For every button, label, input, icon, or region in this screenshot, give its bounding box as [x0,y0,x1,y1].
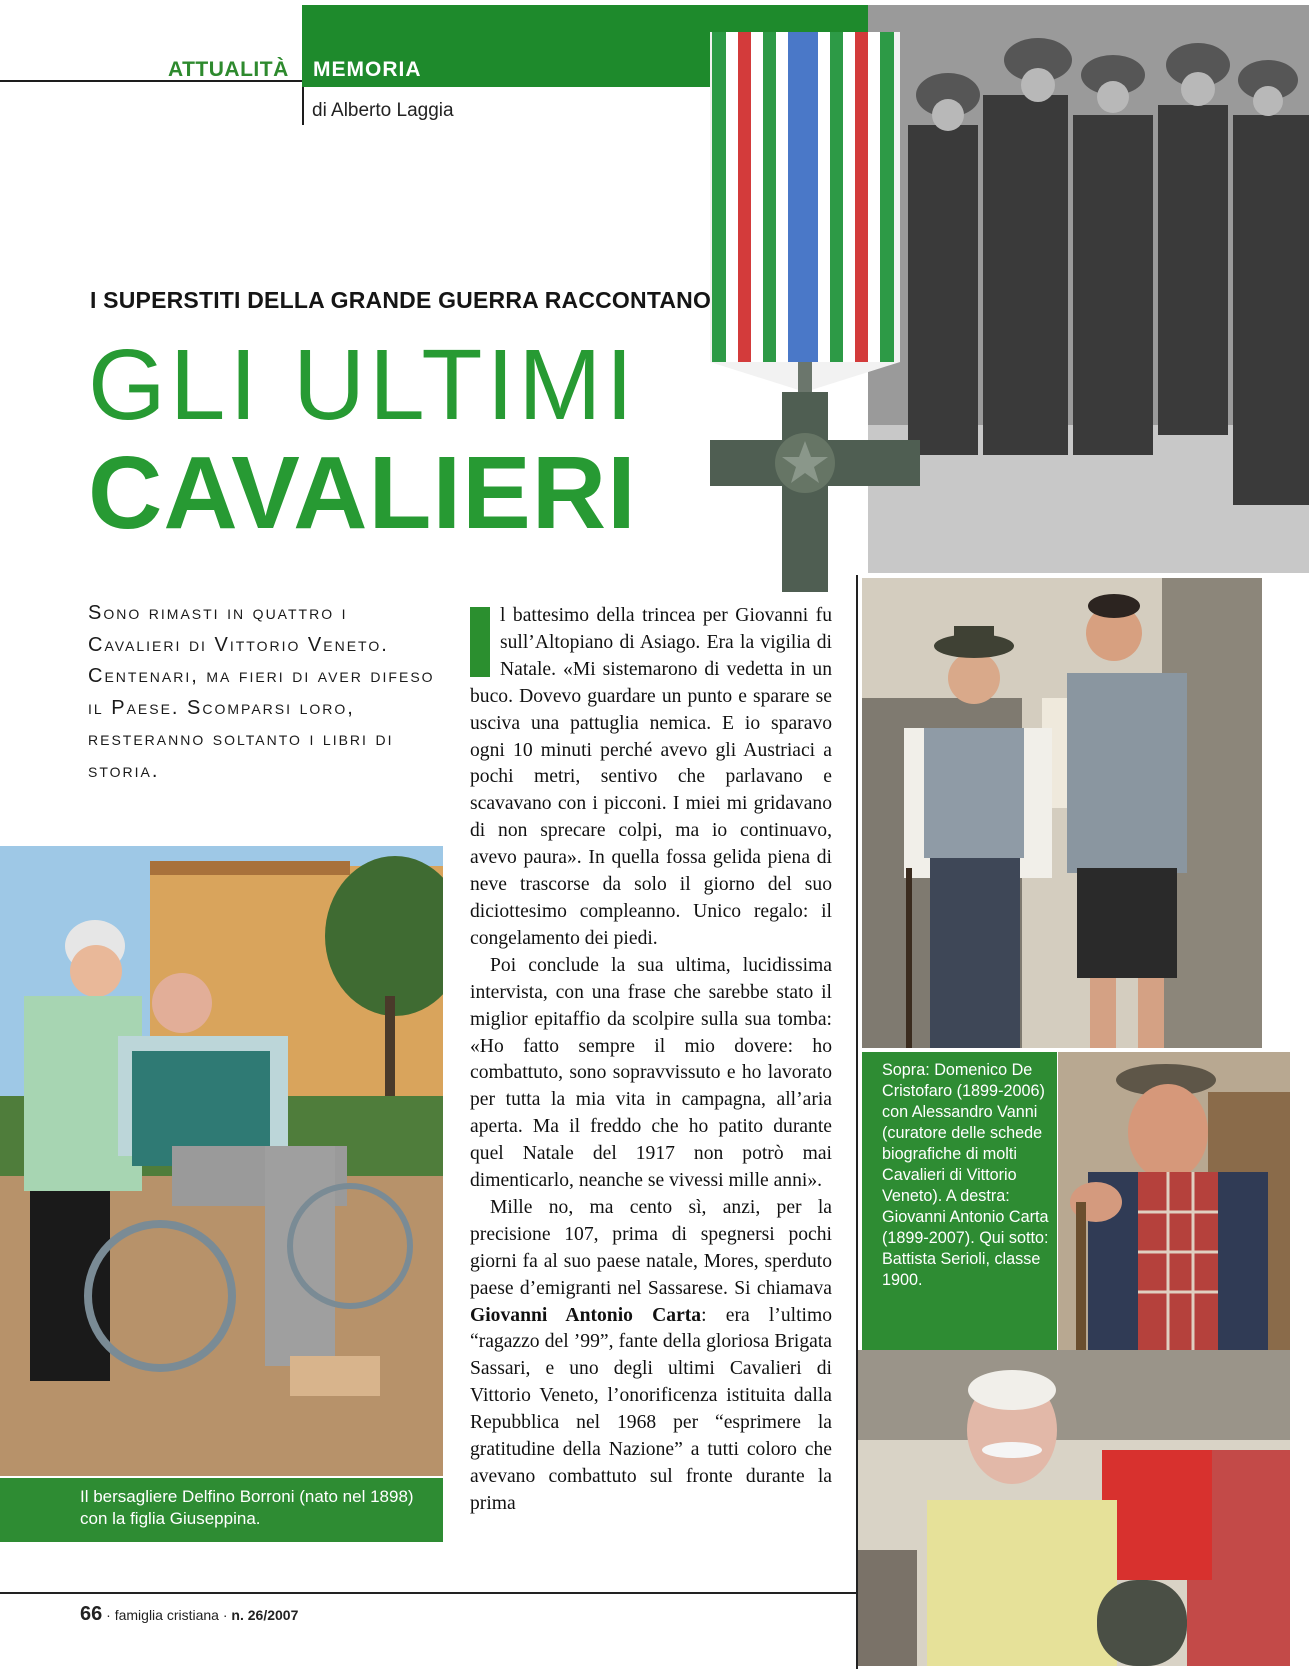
page-number: 66 [80,1603,103,1625]
photo-carta [1058,1052,1290,1350]
page-folio: 66 · famiglia cristiana · n. 26/2007 [80,1603,299,1625]
article-body [470,603,832,1518]
body-paragraph-3-b: : era l’ultimo “ragazzo del ’99”, fante della gloriosa Brigata Sassari, e uno degli ultimi Cavalieri di Vittorio Veneto, l’onorificenza istituita dalla Repubblica nel 1968 per “esprimere la gratitudine della Nazione” a tutti coloro che avevano combattuto sul fronte durante la prima [470,1304,832,1514]
section-label: ATTUALITÀ [168,58,289,81]
article-title-line1: GLI ULTIMI [88,329,638,441]
article-title-line2: CAVALIERI [88,435,637,550]
caption-side: Sopra: Domenico De Cristofaro (1899-2006) con Alessandro Vanni (curatore delle schede biografiche di molti Cavalieri di Vittorio Veneto). A destra: Giovanni Antonio Carta (1899-2007). Qui sotto: Battista Serioli, classe 1900. [862,1052,1057,1350]
caption-borroni: Il bersagliere Delfino Borroni (nato nel 1898) con la figlia Giuseppina. [0,1478,443,1542]
photo-serioli [857,1350,1290,1666]
article-kicker: I SUPERSTITI DELLA GRANDE GUERRA RACCONTANO [90,287,712,313]
body-bold-name: Giovanni Antonio Carta [470,1304,702,1326]
body-paragraph-3-a: Mille no, ma cento sì, anzi, per la precisione 107, prima di spegnersi pochi giorni fa al suo paese natale, Mores, sperduto paese d’emigranti nel Sassarese. Si chiamava [470,1196,832,1299]
issue-number: n. 26/2007 [231,1607,299,1623]
footer-rule [0,1592,857,1594]
photo-soldiers [868,5,1309,573]
magazine-name: famiglia cristiana [114,1607,219,1623]
author-byline: di Alberto Laggia [312,100,454,121]
photo-borroni [0,846,443,1476]
body-paragraph-2: Poi conclude la sua ultima, lucidissima intervista, con una frase che sarebbe stato il miglior epitaffio da scolpire sulla sua tomba: «Ho fatto sempre il mio dovere: ho combattuto, sono sopravvissuto e ho lavorato per tutta la mia vita in campagna, all’aria aperta. Ma il freddo che ho patito durante quel Natale del 1917 non potrò mai dimenticarlo, neanche se vivessi mille anni». [470,954,832,1192]
body-paragraph-3 [470,1195,832,1518]
body-paragraph-1-text: l battesimo della trincea per Giovanni fu sull’Altopiano di Asiago. Era la vigilia di Natale. «Mi sistemarono di vedetta in un buco. Dovevo guardare un punto e sparare se usciva una pattuglia nemica. E io sparavo ogni 10 minuti perché avevo gli Austriaci a pochi metri, sentivo che parlavano e scavavano con i picconi. I miei mi gridavano di non sprecare colpi, ma io continuavo, avevo paura». In quella fossa gelida piena di neve trascorse da solo il giorno del suo diciottesimo compleanno. Unico regalo: il congelamento dei piedi. [470,605,832,949]
drop-cap [470,607,490,677]
photo-de-cristofaro-vanni [862,578,1262,1048]
article-lead: Sono rimasti in quattro i Cavalieri di Vittorio Veneto. Centenari, ma fieri di aver difeso il Paese. Scomparsi loro, resteranno soltanto i libri di storia. [88,602,435,782]
section-tag: MEMORIA [313,58,422,81]
column-rule [856,575,858,1669]
body-paragraph-1 [470,603,832,953]
medal-illustration [710,32,920,602]
author-rule [302,87,304,125]
